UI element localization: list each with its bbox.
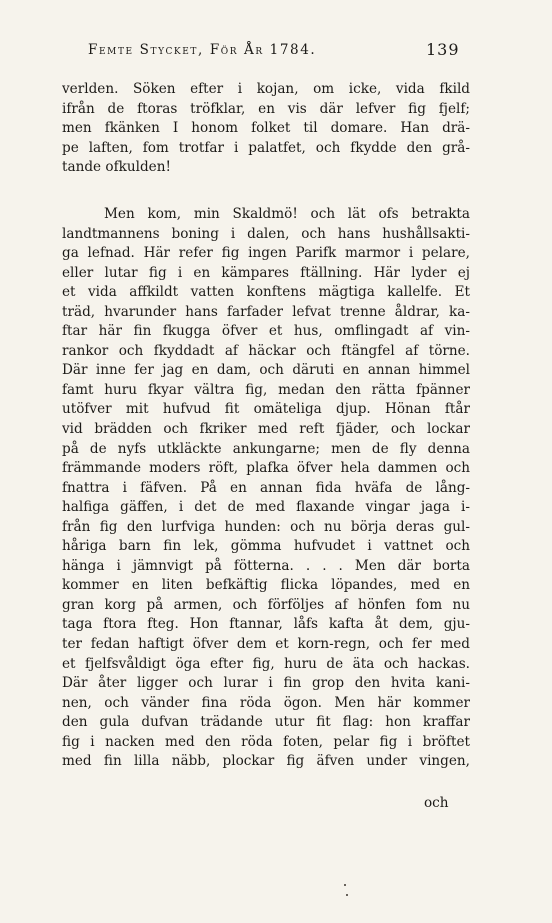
text-line: fnattra i fäfven. På en annan fida hväfa de lång-: [62, 479, 470, 496]
text-line: hänga i jämnvigt på fötterna. . . . Men där borta: [62, 557, 470, 574]
text-line: Där åter ligger och lurar i fin grop den hvita kani-: [62, 675, 470, 692]
catchword: och: [424, 795, 449, 811]
text-line: ifrån de ftoras tröfklar, en vis där lefver fig fjelf;: [62, 100, 470, 117]
text-line: vid brädden och fkriker med reft fjäder, och lockar: [62, 421, 470, 438]
print-speck: [346, 894, 348, 896]
text-line: på de nyfs utkläckte ankungarne; men de fly denna: [62, 440, 470, 457]
text-line: träd, hvarunder hans farfader lefvat trenne åldrar, ka-: [62, 303, 470, 320]
text-line: den gula dufvan trädande utur fit flag: hon kraffar: [62, 714, 470, 731]
print-speck: [344, 884, 346, 886]
text-line: främmande moders röft, plafka öfver hela dammen och: [62, 460, 470, 477]
text-line: ter fedan haftigt öfver dem et korn-regn, och fer med: [62, 636, 470, 653]
text-line: eller lutar fig i en kämpares ftällning. Här lyder ej: [62, 264, 470, 281]
text-line: famt huru fkyar vältra fig, medan den rätta fpänner: [62, 381, 470, 398]
text-line: nen, och vänder fina röda ögon. Men här kommer: [62, 694, 470, 711]
running-head: Femte Stycket, För År 1784.: [88, 42, 317, 58]
text-line: fig i nacken med den röda foten, pelar fig i bröftet: [62, 733, 470, 750]
paragraph-2: [62, 205, 470, 772]
text-line: landtmannens boning i dalen, och hans hushållsakti-: [62, 225, 470, 242]
text-line: med fin lilla näbb, plockar fig äfven under vingen,: [62, 753, 470, 770]
text-line: ftar här fin fkugga öfver et hus, omflingadt af vin-: [62, 323, 470, 340]
text-line: men fkänken I honom folket til domare. Han drä-: [62, 120, 470, 137]
text-line: pe laften, fom trotfar i palatfet, och fkydde den grå-: [62, 139, 470, 156]
page-number: 139: [426, 40, 460, 59]
text-line: håriga barn fin lek, gömma hufvudet i vattnet och: [62, 538, 470, 555]
text-line: ga lefnad. Här refer fig ingen Parifk marmor i pelare,: [62, 245, 470, 262]
text-line: et vida affkildt vatten konftens mägtiga kallelfe. Et: [62, 284, 470, 301]
text-line: Där inne fer jag en dam, och däruti en annan himmel: [62, 362, 470, 379]
paragraph-1: [62, 80, 470, 178]
text-line: från fig den lurfviga hunden: och nu börja deras gul-: [62, 518, 470, 535]
text-line: halfiga gäffen, i det de med flaxande vingar jaga i-: [62, 499, 470, 516]
text-line: tande ofkulden!: [62, 159, 171, 176]
text-line: rankor och fkyddadt af häckar och ftängfel af törne.: [62, 342, 470, 359]
text-line: taga ftora fteg. Hon ftannar, låfs kafta åt dem, gju-: [62, 616, 470, 633]
text-line: kommer en liten befkäftig flicka löpandes, med en: [62, 577, 470, 594]
text-line: Men kom, min Skaldmö! och lät ofs betrakta: [104, 206, 470, 222]
text-line: gran korg på armen, och förföljes af hönfen fom nu: [62, 596, 470, 613]
text-line: utöfver mit hufvud fit omäteliga djup. Hönan ftår: [62, 401, 470, 418]
text-line: et fjelfsvåldigt öga efter fig, huru de äta och hackas.: [62, 655, 470, 672]
text-line: verlden. Söken efter i kojan, om icke, vida fkild: [62, 81, 470, 97]
